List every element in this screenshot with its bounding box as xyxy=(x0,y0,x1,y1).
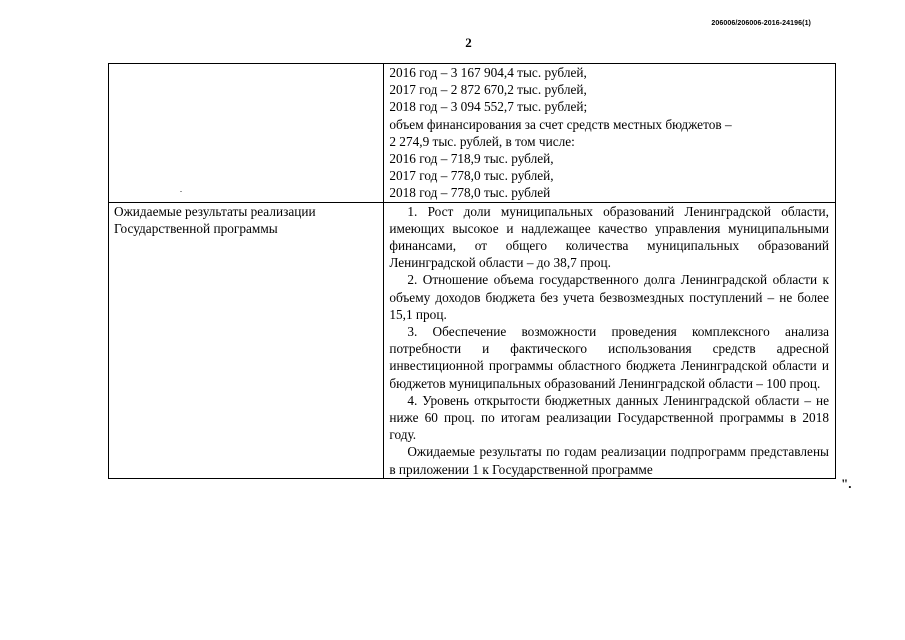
financing-line: 2018 год – 3 094 552,7 тыс. рублей; xyxy=(389,99,588,115)
financing-line: 2017 год – 2 872 670,2 тыс. рублей, xyxy=(389,82,587,98)
results-label-cell xyxy=(109,202,384,478)
financing-line: 2017 год – 778,0 тыс. рублей, xyxy=(389,168,554,184)
financing-line: 2016 год – 3 167 904,4 тыс. рублей, xyxy=(389,65,587,80)
results-value-cell xyxy=(384,202,836,478)
closing-quote: ". xyxy=(841,476,852,491)
result-paragraph: 2. Отношение объема государственного долга Ленинградской области к объему доходов бюджета без учета безвозмездных поступлений – не более 15,1 проц. xyxy=(389,272,829,322)
financing-row xyxy=(109,64,836,203)
result-paragraph: Ожидаемые результаты по годам реализации подпрограмм представлены в приложении 1 к Государственной программе xyxy=(389,444,829,477)
results-row xyxy=(109,202,836,478)
financing-line: 2016 год – 718,9 тыс. рублей, xyxy=(389,151,554,167)
result-paragraph: 4. Уровень открытости бюджетных данных Ленинградской области – не ниже 60 проц. по итогам реализации Государственной программы в 2018 году. xyxy=(389,392,829,443)
financing-label-cell xyxy=(109,64,384,203)
page-number: 2 xyxy=(465,35,472,50)
document-id: 206006/206006-2016-24196(1) xyxy=(711,20,811,27)
financing-line: объем финансирования за счет средств местных бюджетов – xyxy=(389,116,732,132)
financing-line: 2 274,9 тыс. рублей, в том числе: xyxy=(389,133,575,149)
financing-value-cell xyxy=(384,64,836,203)
results-label: Ожидаемые результаты реализации Государственной программы xyxy=(114,203,316,236)
financing-line: 2018 год – 778,0 тыс. рублей xyxy=(389,185,551,201)
result-paragraph: 3. Обеспечение возможности проведения комплексного анализа потребности и фактического использования средств адресной инвестиционной программы областного бюджета Ленинградской области и бюджетов муниципальных образований Ленинградской области – 100 проц. xyxy=(389,324,829,391)
program-passport-table xyxy=(108,63,836,479)
result-paragraph: 1. Рост доли муниципальных образований Ленинградской области, имеющих высокое и надлежащее качество управления муниципальными финансами, от общего количества муниципальных образований Ленинградской области – до 38,7 проц. xyxy=(389,203,829,271)
